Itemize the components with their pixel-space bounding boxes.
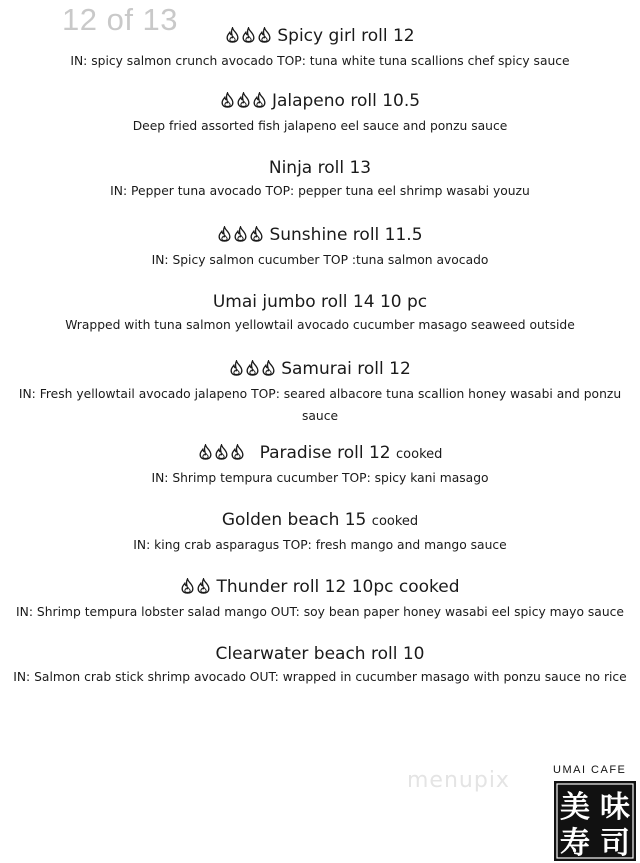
flame-icon <box>225 27 240 43</box>
svg-text:司: 司 <box>600 826 630 861</box>
menu-item <box>0 218 640 285</box>
flame-icon <box>249 226 264 242</box>
flame-icons <box>229 359 277 383</box>
item-name: Umai jumbo roll 14 10 pc <box>212 292 428 312</box>
flame-icon <box>245 360 260 376</box>
menu-item-title <box>0 89 640 115</box>
flame-icon <box>233 226 248 242</box>
menu-item <box>0 570 640 637</box>
menu-item-title <box>0 642 640 666</box>
menu-list <box>0 24 640 704</box>
item-name: Golden beach 15 <box>221 510 367 530</box>
flame-icons <box>225 26 273 50</box>
flame-icon <box>214 444 229 460</box>
menu-item-description: IN: Pepper tuna avocado TOP: pepper tuna eel shrimp wasabi youzu <box>110 184 530 198</box>
menu-item-title <box>0 223 640 249</box>
flame-icons <box>180 577 212 601</box>
flame-icon <box>261 360 276 376</box>
brand-name: UMAI CAFE <box>553 764 627 776</box>
menu-item-title <box>0 508 640 534</box>
menu-item-description: Deep fried assorted fish jalapeno eel sauce and ponzu sauce <box>132 119 508 133</box>
item-name: Thunder roll 12 10pc cooked <box>216 577 460 597</box>
menu-item-description: Wrapped with tuna salmon yellowtail avocado cucumber masago seaweed outside <box>65 318 575 332</box>
menu-item-description: IN: king crab asparagus TOP: fresh mango and mango sauce <box>133 538 507 552</box>
flame-icons <box>198 443 246 467</box>
menu-item <box>0 503 640 570</box>
flame-icons <box>220 91 268 115</box>
menu-item-title <box>0 290 640 314</box>
menu-item-title <box>0 24 640 50</box>
menu-item-description: IN: Spicy salmon cucumber TOP :tuna salmon avocado <box>151 253 489 267</box>
item-name: Spicy girl roll 12 <box>277 26 415 46</box>
item-name: Clearwater beach roll 10 <box>215 644 425 664</box>
flame-icon <box>220 92 235 108</box>
cooked-note: cooked <box>371 514 419 529</box>
item-name: Sunshine roll 11.5 <box>269 225 423 245</box>
svg-text:美: 美 <box>560 790 590 825</box>
item-name: Samurai roll 12 <box>281 359 411 379</box>
watermark: menupix <box>407 768 510 793</box>
svg-text:寿: 寿 <box>560 826 590 861</box>
menu-item <box>0 151 640 218</box>
menu-item-title <box>0 357 640 383</box>
item-name: Paradise roll 12 <box>259 443 391 463</box>
menu-item-title <box>0 156 640 180</box>
menu-item-description: IN: Shrimp tempura cucumber TOP: spicy kani masago <box>151 471 489 485</box>
menu-item-title <box>0 575 640 601</box>
menu-item <box>0 436 640 503</box>
item-name: Ninja roll 13 <box>268 158 372 178</box>
brand-seal-logo <box>554 781 636 861</box>
page-counter: 12 of 13 <box>62 2 179 37</box>
menu-item-description: IN: Shrimp tempura lobster salad mango OUT: soy bean paper honey wasabi eel spicy mayo sauce <box>16 605 624 619</box>
flame-icon <box>180 578 195 594</box>
flame-icon <box>230 444 245 460</box>
flame-icon <box>217 226 232 242</box>
flame-icon <box>229 360 244 376</box>
menu-item-title <box>0 441 640 467</box>
flame-icon <box>196 578 211 594</box>
cooked-note: cooked <box>396 447 443 462</box>
flame-icon <box>236 92 251 108</box>
flame-icons <box>217 225 265 249</box>
flame-icon <box>241 27 256 43</box>
flame-icon <box>198 444 213 460</box>
menu-item <box>0 637 640 704</box>
flame-icon <box>252 92 267 108</box>
menu-item-description: IN: Fresh yellowtail avocado jalapeno TOP: seared albacore tuna scallion honey wasabi and ponzu sauce <box>18 387 622 423</box>
menu-item <box>0 285 640 352</box>
item-name: Jalapeno roll 10.5 <box>271 91 421 111</box>
menu-item <box>0 84 640 151</box>
menu-item <box>0 352 640 436</box>
flame-icon <box>257 27 272 43</box>
menu-item-description: IN: Salmon crab stick shrimp avocado OUT: wrapped in cucumber masago with ponzu sauce no rice <box>13 670 627 684</box>
svg-text:味: 味 <box>600 790 630 825</box>
menu-item-description: IN: spicy salmon crunch avocado TOP: tuna white tuna scallions chef spicy sauce <box>70 54 570 68</box>
menu-item <box>0 24 640 84</box>
